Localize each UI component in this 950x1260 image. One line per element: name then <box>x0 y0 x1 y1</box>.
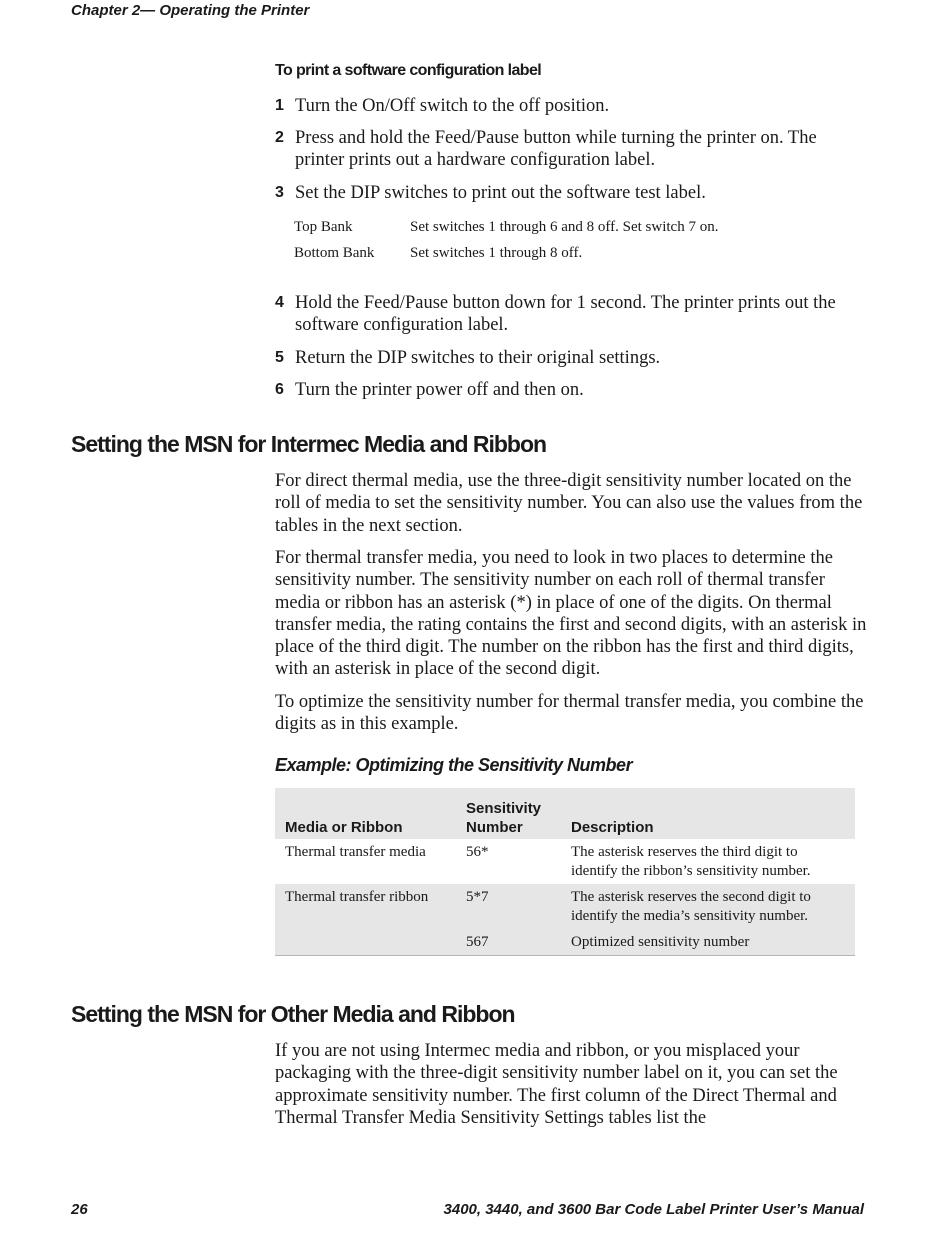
step-2 <box>275 127 875 171</box>
page-number: 26 <box>71 1201 88 1218</box>
step-text: Return the DIP switches to their original settings. <box>295 348 661 368</box>
dip-bank-label: Top Bank <box>294 219 353 235</box>
step-number: 1 <box>275 97 284 114</box>
section-title-intermec: Setting the MSN for Intermec Media and Ribbon <box>71 431 547 457</box>
table-cell: Thermal transfer ribbon <box>285 889 429 905</box>
chapter-header: Chapter 2— Operating the Printer <box>71 2 310 19</box>
paragraph: For direct thermal media, use the three-digit sensitivity number located on the roll of media to set the sensitivity number. You can also use the values from the tables in the next section. <box>275 471 863 536</box>
step-text: Set the DIP switches to print out the software test label. <box>295 183 706 203</box>
paragraph: If you are not using Intermec media and ribbon, or you misplaced your packaging with the three-digit sensitivity number label on it, you can set the approximate sensitivity number. The first column of the Direct Thermal and Thermal Transfer Media Sensitivity Settings tables list the <box>275 1041 838 1128</box>
step-1 <box>275 95 875 117</box>
step-4 <box>275 292 875 336</box>
column-header-media: Media or Ribbon <box>285 819 403 836</box>
table-cell: Thermal transfer media <box>285 844 426 860</box>
dip-bank-label: Bottom Bank <box>294 245 375 261</box>
dip-row-top-bank <box>294 217 718 237</box>
step-text: Turn the On/Off switch to the off position. <box>295 96 610 116</box>
step-number: 3 <box>275 184 284 201</box>
step-text: Hold the Feed/Pause button down for 1 second. The printer prints out the software configuration label. <box>295 293 836 335</box>
example-table <box>275 788 855 956</box>
step-3 <box>275 182 875 204</box>
step-number: 5 <box>275 349 284 366</box>
step-text: Turn the printer power off and then on. <box>295 380 584 400</box>
step-number: 4 <box>275 294 284 311</box>
table-title: Example: Optimizing the Sensitivity Number <box>275 755 633 775</box>
step-6 <box>275 379 875 401</box>
table-cell: The asterisk reserves the third digit to identify the ribbon’s sensitivity number. <box>571 844 811 879</box>
step-number: 2 <box>275 129 284 146</box>
table-cell: 567 <box>466 934 489 950</box>
table-cell: 56* <box>466 844 489 860</box>
step-5 <box>275 347 875 369</box>
procedure-title: To print a software configuration label <box>275 62 542 79</box>
section-title-other: Setting the MSN for Other Media and Ribbon <box>71 1001 515 1027</box>
column-header-description: Description <box>571 819 654 836</box>
column-header-sensitivity: Sensitivity Number <box>466 800 542 836</box>
paragraph: For thermal transfer media, you need to look in two places to determine the sensitivity number. The sensitivity number on each roll of thermal transfer media or ribbon has an asterisk (*) in place of one of the digits. On thermal transfer media, the rating contains the first and second digits, with an asterisk in place of the third digit. The number on the ribbon has the first and third digits, with an asterisk in place of the second digit. <box>275 548 867 680</box>
dip-row-bottom-bank <box>294 243 582 263</box>
dip-bank-setting: Set switches 1 through 6 and 8 off. Set switch 7 on. <box>410 219 719 235</box>
table-cell: Optimized sensitivity number <box>571 934 750 950</box>
dip-bank-setting: Set switches 1 through 8 off. <box>410 245 583 261</box>
table-cell: 5*7 <box>466 889 489 905</box>
step-text: Press and hold the Feed/Pause button while turning the printer on. The printer prints out a hardware configuration label. <box>295 128 817 170</box>
manual-title: 3400, 3440, and 3600 Bar Code Label Printer User’s Manual <box>443 1201 864 1218</box>
step-number: 6 <box>275 381 284 398</box>
table-cell: The asterisk reserves the second digit to identify the media’s sensitivity number. <box>571 889 811 924</box>
paragraph: To optimize the sensitivity number for thermal transfer media, you combine the digits as in this example. <box>275 692 864 735</box>
